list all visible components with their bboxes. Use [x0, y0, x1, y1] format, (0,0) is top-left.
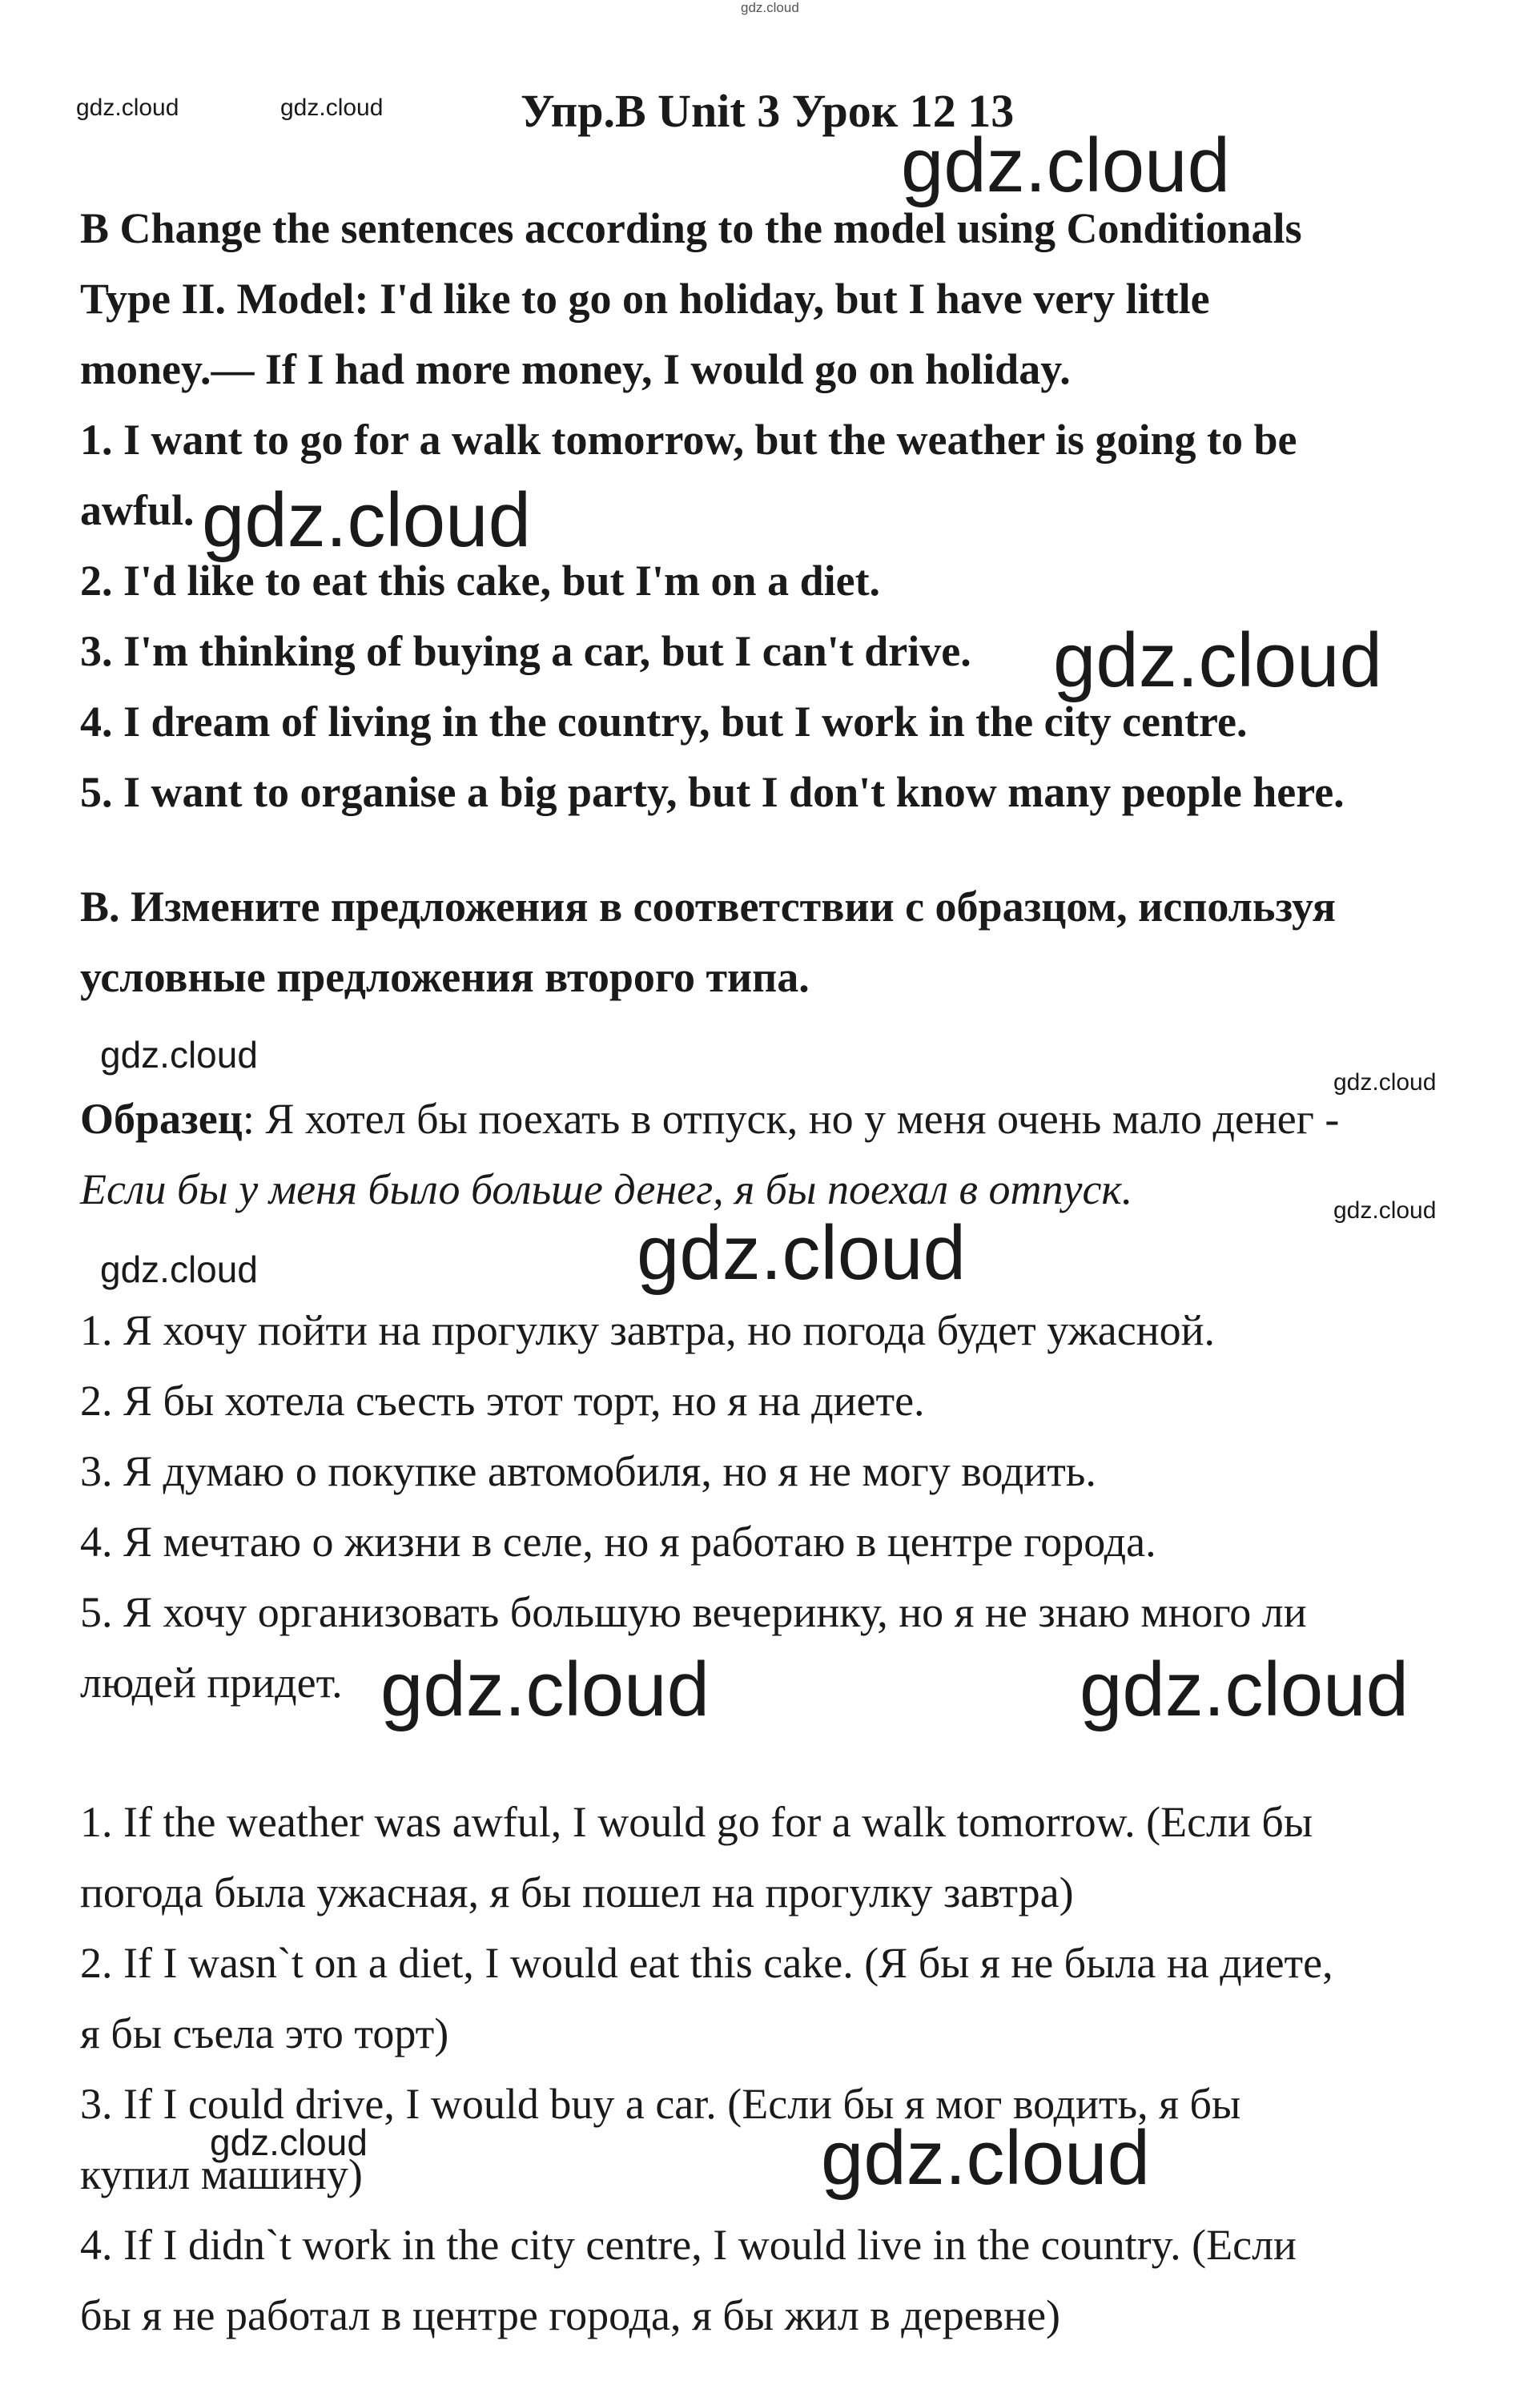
task-ru-sentence-5a: 5. Я хочу организовать большую вечеринку, но я не знаю много ли	[80, 1588, 1307, 1636]
task-en-sentence-1a: 1. I want to go for a walk tomorrow, but the weather is going to be	[80, 416, 1297, 464]
model-label: Образец	[80, 1095, 243, 1143]
watermark-large-3: gdz.cloud	[1053, 617, 1382, 703]
task-ru-sentence-4: 4. Я мечтаю о жизни в селе, но я работаю в центре города.	[80, 1518, 1156, 1566]
answer-3b: купил машину)	[80, 2150, 363, 2198]
task-en-line-2: Type II. Model: I'd like to go on holiday, but I have very little	[80, 275, 1210, 323]
watermark-large-6: gdz.cloud	[1080, 1647, 1409, 1732]
watermark-large-1: gdz.cloud	[901, 123, 1230, 208]
watermark-ru-3: gdz.cloud	[1333, 1197, 1437, 1224]
task-ru-sentence-5b: людей придет.	[80, 1659, 343, 1707]
watermark-ru-2: gdz.cloud	[1333, 1069, 1437, 1096]
answer-2b: я бы съела это торт)	[80, 2009, 449, 2057]
task-en-sentence-3: 3. I'm thinking of buying a car, but I can't drive.	[80, 627, 971, 675]
watermark-top: gdz.cloud	[741, 0, 799, 15]
task-ru-sentence-2: 2. Я бы хотела съесть этот торт, но я на диете.	[80, 1377, 925, 1425]
watermark-large-4: gdz.cloud	[637, 1210, 966, 1296]
task-ru-sentence-1: 1. Я хочу пойти на прогулку завтра, но погода будет ужасной.	[80, 1306, 1216, 1354]
answer-1b: погода была ужасная, я бы пошел на прогулку завтра)	[80, 1868, 1074, 1916]
watermark-header-left: gdz.cloud	[76, 95, 179, 121]
task-en-sentence-4: 4. I dream of living in the country, but I work in the city centre.	[80, 698, 1248, 746]
task-en-sentence-5: 5. I want to organise a big party, but I don't know many people here.	[80, 768, 1345, 816]
page-title: Упр.B Unit 3 Урок 12 13	[521, 85, 1015, 137]
watermark-header-mid: gdz.cloud	[280, 95, 384, 121]
task-ru-sentence-3: 3. Я думаю о покупке автомобиля, но я не могу водить.	[80, 1447, 1096, 1495]
watermark-large-5: gdz.cloud	[380, 1647, 710, 1732]
watermark-large-2: gdz.cloud	[202, 477, 531, 563]
answer-2a: 2. If I wasn`t on a diet, I would eat this cake. (Я бы я не была на диете,	[80, 1939, 1333, 1987]
watermark-ru-4: gdz.cloud	[100, 1249, 258, 1290]
watermark-answers-1: gdz.cloud	[210, 2121, 368, 2163]
answer-1a: 1. If the weather was awful, I would go for a walk tomorrow. (Если бы	[80, 1798, 1313, 1846]
task-en-sentence-1b: awful.	[80, 486, 195, 534]
task-ru-model	[80, 1095, 1340, 1143]
watermark-large-7: gdz.cloud	[821, 2115, 1150, 2201]
task-ru-model-answer: Если бы у меня было больше денег, я бы поехал в отпуск.	[80, 1165, 1133, 1213]
model-text: : Я хотел бы поехать в отпуск, но у меня очень мало денег -	[242, 1095, 1340, 1143]
watermark-ru-1: gdz.cloud	[100, 1034, 258, 1076]
task-en-line-3: money.— If I had more money, I would go on holiday.	[80, 345, 1071, 393]
task-ru-line-2: условные предложения второго типа.	[80, 953, 810, 1001]
task-en-sentence-2: 2. I'd like to eat this cake, but I'm on a diet.	[80, 557, 881, 605]
answer-3a: 3. If I could drive, I would buy a car. (Если бы я мог водить, я бы	[80, 2080, 1241, 2128]
task-en-line-1: B Change the sentences according to the model using Conditionals	[80, 204, 1302, 252]
answer-4a: 4. If I didn`t work in the city centre, I would live in the country. (Если	[80, 2221, 1297, 2269]
answer-4b: бы я не работал в центре города, я бы жил в деревне)	[80, 2291, 1061, 2339]
task-ru-line-1: B. Измените предложения в соответствии с образцом, используя	[80, 883, 1336, 931]
